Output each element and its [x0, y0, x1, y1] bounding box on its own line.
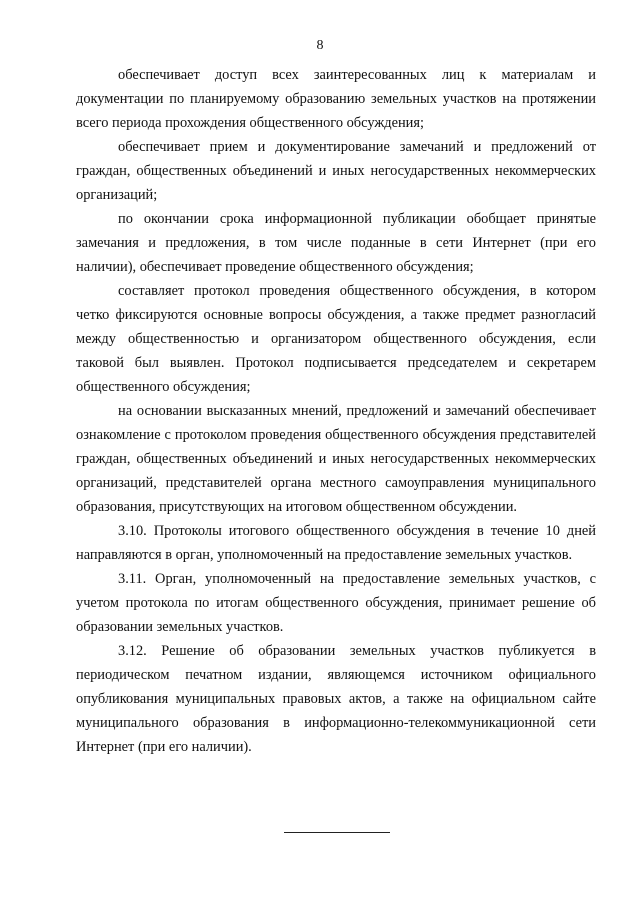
paragraph-3-11: 3.11. Орган, уполномоченный на предоставление земельных участков, с учетом протокола по итогам общественного обсуждения, принимает решение об образовании земельных участков.: [76, 571, 596, 635]
document-body: [76, 63, 596, 759]
end-divider: [284, 832, 390, 833]
paragraph-protocol: составляет протокол проведения общественного обсуждения, в котором четко фиксируются основные вопросы обсуждения, а также предмет разногласий между общественностью и организатором общественного обсуждения, если таковой был выявлен. Протокол подписывается председателем и секретарем общественного обсуждения;: [76, 283, 596, 395]
paragraph-receive-comments: обеспечивает прием и документирование замечаний и предложений от граждан, общественных объединений и иных негосударственных некоммерческих организаций;: [76, 139, 596, 203]
paragraph-familiarization: на основании высказанных мнений, предложений и замечаний обеспечивает ознакомление с протоколом проведения общественного обсуждения представителей граждан, общественных объединений и иных негосударственных некоммерческих организаций, представителей органа местного самоуправления муниципального образования, присутствующих на итоговом общественном обсуждении.: [76, 403, 596, 515]
paragraph-summarize-comments: по окончании срока информационной публикации обобщает принятые замечания и предложения, в том числе поданные в сети Интернет (при его наличии), обеспечивает проведение общественного обсуждения;: [76, 211, 596, 275]
paragraph-3-12: 3.12. Решение об образовании земельных участков публикуется в периодическом печатном издании, являющемся источником официального опубликования муниципальных правовых актов, а также на официальном сайте муниципального образования в информационно-телекоммуникационной сети Интернет (при его наличии).: [76, 643, 596, 755]
page-number: 8: [316, 38, 324, 53]
paragraph-3-10: 3.10. Протоколы итогового общественного обсуждения в течение 10 дней направляются в орган, уполномоченный на предоставление земельных участков.: [76, 523, 596, 563]
paragraph-access-materials: обеспечивает доступ всех заинтересованных лиц к материалам и документации по планируемому образованию земельных участков на протяжении всего периода прохождения общественного обсуждения;: [76, 67, 596, 131]
